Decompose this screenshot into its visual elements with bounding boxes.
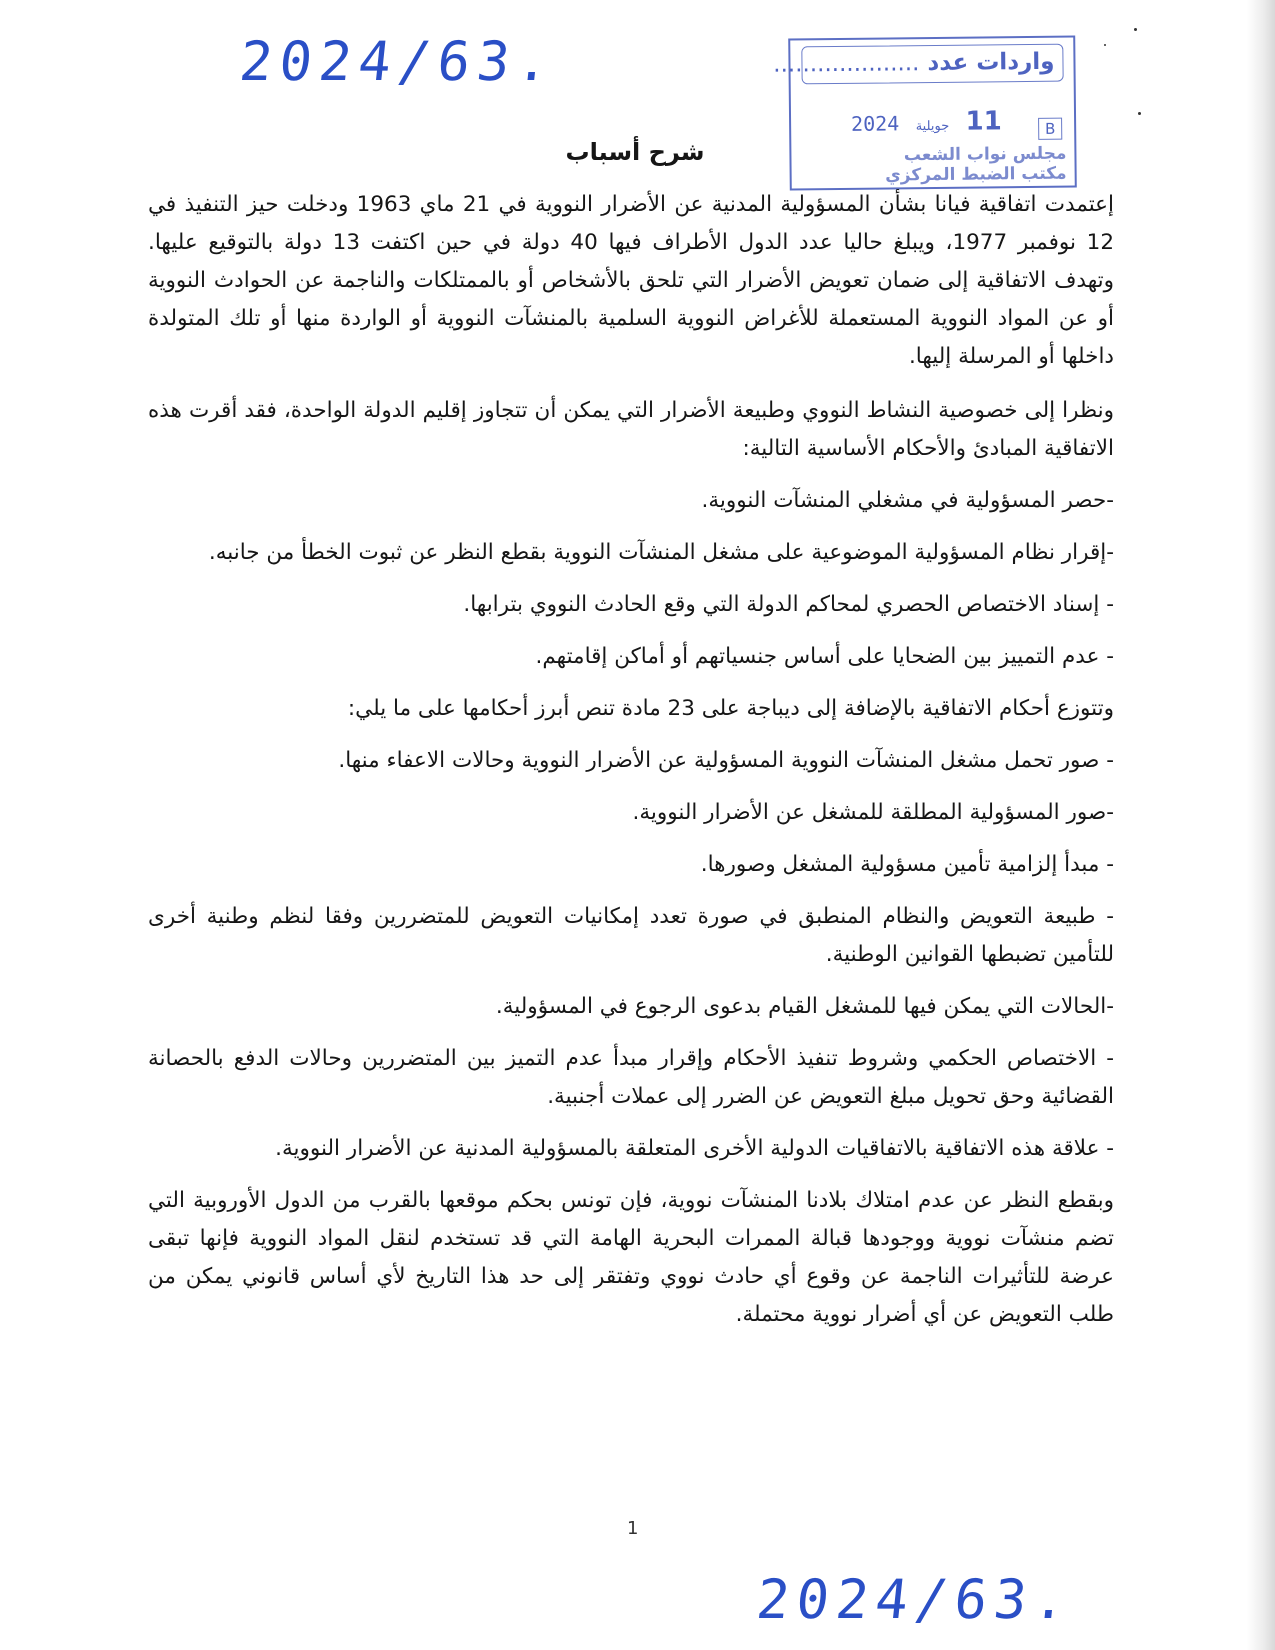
paragraph-conclusion: وبقطع النظر عن عدم امتلاك بلادنا المنشآت نووية، فإن تونس بحكم موقعها بالقرب من الدول الأوروبية التي تضم منشآت نووية ووجودها قبالة الممرات البحرية الهامة التي قد تستخدم لنقل المواد النووية فإنها تبقى عرضة للتأثيرات الناجمة عن وقوع أي حادث نووي وتفتقر إلى حد هذا التاريخ لأي أساس قانوني يمكن من طلب التعويض عن أي أضرار نووية محتملة.	[148, 1188, 1114, 1327]
principle-item: -إقرار نظام المسؤولية الموضوعية على مشغل المنشآت النووية بقطع النظر عن ثبوت الخطأ من جانبه.	[208, 540, 1114, 565]
provision-item: - علاقة هذه الاتفاقية بالاتفاقيات الدولية الأخرى المتعلقة بالمسؤولية المدنية عن الأضرار النووية.	[275, 1136, 1114, 1161]
stamp-blank-dots: ....................	[773, 50, 920, 78]
scan-speck	[1138, 112, 1141, 115]
stamp-date	[851, 106, 1002, 138]
provision-item: -الحالات التي يمكن فيها للمشغل القيام بدعوى الرجوع في المسؤولية.	[495, 994, 1114, 1019]
provision-item: -صور المسؤولية المطلقة للمشغل عن الأضرار النووية.	[632, 800, 1114, 825]
reference-number-bottom: 2024/63.	[753, 1568, 1077, 1631]
provision-item: - صور تحمل مشغل المنشآت النووية المسؤولية عن الأضرار النووية وحالات الاعفاء منها.	[338, 748, 1114, 773]
scan-speck	[1104, 44, 1106, 46]
scan-edge-shadow	[1247, 0, 1275, 1650]
document-title: شرح أسباب	[565, 138, 705, 166]
stamp-org-line-2: مكتب الضبط المركزي	[885, 163, 1067, 186]
stamp-year: 2024	[850, 111, 900, 136]
principle-item: -حصر المسؤولية في مشغلي المنشآت النووية.	[701, 488, 1114, 513]
stamp-org-line-1: مجلس نواب الشعب	[903, 143, 1067, 166]
scan-speck	[1134, 28, 1137, 31]
stamp-organization	[885, 144, 1067, 186]
stamp-badge: B	[1038, 118, 1062, 140]
stamp-day: 11	[965, 106, 1002, 137]
paragraph-intro: إعتمدت اتفاقية فيانا بشأن المسؤولية المدنية عن الأضرار النووية في 21 ماي 1963 ودخلت حيز التنفيذ في 12 نوفمبر 1977، ويبلغ حاليا عدد الدول الأطراف فيها 40 دولة في حين اكتفت 13 دولة بالتوقيع عليها. وتهدف الاتفاقية إلى ضمان تعويض الأضرار التي تلحق بالأشخاص أو بالممتلكات والناجمة عن الحوادث النووية أو عن المواد النووية المستعملة للأغراض النووية السلمية بالمنشآت النووية أو الواردة منها أو تلك المتولدة داخلها أو المرسلة إليها.	[148, 192, 1114, 369]
page-number: 1	[627, 1518, 639, 1539]
registry-stamp	[773, 36, 1077, 191]
principle-item: - إسناد الاختصاص الحصري لمحاكم الدولة التي وقع الحادث النووي بترابها.	[463, 592, 1114, 617]
provision-item: - مبدأ إلزامية تأمين مسؤولية المشغل وصورها.	[700, 852, 1114, 877]
reference-number-top: 2024/63.	[236, 30, 560, 93]
stamp-month: جويلية	[915, 118, 950, 135]
stamp-header	[773, 44, 1063, 85]
stamp-title: واردات عدد	[927, 48, 1055, 77]
principle-item: - عدم التمييز بين الضحايا على أساس جنسياتهم أو أماكن إقامتهم.	[535, 644, 1114, 669]
provision-item: - الاختصاص الحكمي وشروط تنفيذ الأحكام وإقرار مبدأ عدم التميز بين المتضررين وحالات الدفع بالحصانة القضائية وحق تحويل مبلغ التعويض عن الضرر إلى عملات أجنبية.	[148, 1046, 1114, 1109]
paragraph-provisions-intro: وتتوزع أحكام الاتفاقية بالإضافة إلى ديباجة على 23 مادة تنص أبرز أحكامها على ما يلي:	[347, 696, 1114, 721]
provision-item: - طبيعة التعويض والنظام المنطبق في صورة تعدد إمكانيات التعويض للمتضررين وفقا لنظم وطنية أخرى للتأمين تضبطها القوانين الوطنية.	[148, 904, 1114, 967]
document-body	[148, 186, 1114, 1350]
paragraph-principles-intro: ونظرا إلى خصوصية النشاط النووي وطبيعة الأضرار التي يمكن أن تتجاوز إقليم الدولة الواحدة، فقد أقرت هذه الاتفاقية المبادئ والأحكام الأساسية التالية:	[148, 398, 1114, 461]
